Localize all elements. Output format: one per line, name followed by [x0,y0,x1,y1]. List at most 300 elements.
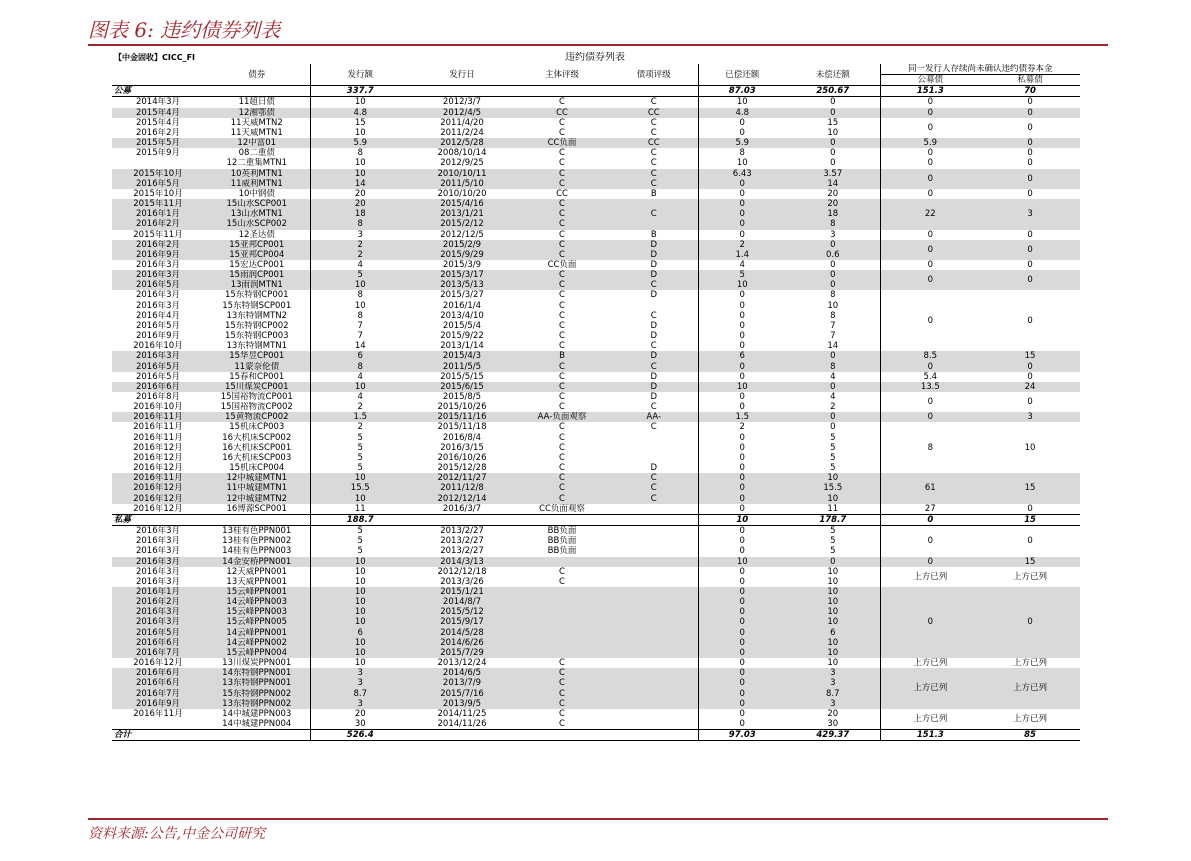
issuer-rating: C [559,422,565,433]
bond-name: 16大机床SCP001 [204,443,310,453]
default-date: 2016年3月 [135,576,181,587]
issue-date: 2015/9/29 [410,250,514,260]
group-private-amount: 0 [980,189,1080,199]
group-public-amount: 0 [880,260,980,270]
defaulted-bonds-table [112,52,1080,741]
group-private-amount: 10 [980,422,1080,473]
bond-rating: C [610,148,698,158]
group-public-amount: 8 [880,422,980,473]
unpaid-amount: 5 [786,536,880,546]
issue-date: 2012/3/7 [442,97,482,108]
repaid-amount: 8 [739,148,745,159]
default-date: 2016年11月 [112,412,204,422]
table-row [112,526,1080,537]
bond-rating: C [610,362,698,372]
default-date: 2016年3月 [112,270,204,280]
issuer-rating: C [514,250,610,260]
unpaid-amount: 6 [786,628,880,638]
issue-date: 2014/6/26 [410,638,514,648]
issuer-rating: C [559,452,565,463]
issue-size: 15.5 [310,483,410,493]
section-private-total: 70 [980,86,1080,97]
issue-date: 2013/12/24 [437,658,487,669]
repaid-amount: 6 [698,351,786,361]
issuer-rating [514,628,610,638]
unpaid-amount: 3.57 [786,169,880,179]
issue-size: 2 [357,422,363,433]
bond-rating [610,536,698,546]
bond-name: 15亚邦CP001 [204,240,310,250]
default-date: 2016年11月 [133,432,183,443]
unpaid-amount: 10 [786,597,880,607]
issue-size: 8 [357,148,363,159]
unpaid-amount: 20 [786,199,880,209]
unpaid-amount: 0 [786,412,880,422]
repaid-amount: 10 [736,158,748,169]
issuer-rating: CC [514,108,610,118]
table-row [112,382,1080,392]
bond-name: 14云峰PPN003 [204,597,310,607]
issue-size: 5 [357,546,363,557]
repaid-amount: 0 [739,658,745,669]
section-unpaid-total: 250.67 [786,86,880,97]
issuer-rating: C [514,668,610,678]
bond-rating [610,607,698,617]
table-row [112,557,1080,567]
issue-size: 10 [310,169,410,179]
bond-rating: C [610,494,698,504]
issue-date: 2015/7/29 [410,648,514,658]
issuer-rating: C [559,290,565,301]
group-public-amount: 0 [880,148,980,158]
group-private-amount: 0 [980,169,1080,189]
grand-public-total: 151.3 [880,730,980,741]
group-public-amount: 0 [880,97,980,108]
issuer-rating: C [514,494,610,504]
repaid-amount: 4.8 [698,108,786,118]
issue-size: 10 [310,494,410,504]
bond-name: 12湘鄂债 [204,108,310,118]
issuer-rating: C [559,371,565,382]
group-public-amount: 0 [880,108,980,118]
bond-name: 11中城建MTN1 [204,483,310,493]
group-public-amount: 5.9 [880,138,980,148]
group-public-amount: 上方已列 [880,567,980,587]
issue-size: 10 [354,658,366,669]
issuer-rating: C [559,331,565,342]
group-public-amount: 13.5 [880,382,980,392]
issuer-rating [514,607,610,617]
table-row [112,230,1080,240]
issuer-rating: CC负面 [547,259,577,270]
section-repaid-total: 10 [698,514,786,525]
group-private-amount: 3 [980,199,1080,229]
issue-size: 4 [357,259,363,270]
source-tag: 【中金固收】CICC_FI [114,52,196,62]
issue-date: 2015/8/5 [442,392,482,402]
unpaid-amount: 0 [786,260,880,270]
issuer-rating: C [559,310,565,321]
unpaid-amount: 10 [786,301,880,311]
issuer-rating: C [559,97,565,108]
repaid-amount: 0 [739,331,745,342]
issue-date: 2010/10/11 [410,169,514,179]
bond-rating: D [610,270,698,280]
default-date: 2016年5月 [112,628,204,638]
bond-rating: C [610,280,698,290]
issuer-rating: C [559,708,565,719]
table-row [112,362,1080,372]
issue-date: 2015/5/4 [442,320,482,331]
default-date: 2016年3月 [112,557,204,567]
default-date: 2016年12月 [133,442,183,453]
bond-rating: C [610,483,698,493]
group-private-amount: 0 [980,148,1080,158]
unpaid-amount: 20 [786,189,880,199]
table-row [112,504,1080,515]
issue-size: 4 [357,392,363,402]
issuer-rating: C [559,658,565,669]
grand-total-label: 合计 [112,730,204,741]
issue-size: 14 [310,179,410,189]
repaid-amount: 0 [739,392,745,402]
issue-size: 10 [310,587,410,597]
bond-rating: C [610,128,698,138]
bond-name: 12天威PPN001 [204,567,310,577]
section-private-total: 15 [980,514,1080,525]
unpaid-amount: 10 [786,638,880,648]
bond-name: 10中钢债 [204,189,310,199]
issuer-rating: C [559,402,565,413]
issue-date: 2015/4/3 [410,351,514,361]
default-date: 2016年7月 [112,648,204,658]
default-date: 2016年5月 [112,362,204,372]
unpaid-amount: 10 [786,577,880,587]
repaid-amount: 0 [698,199,786,209]
section-repaid-total: 87.03 [698,86,786,97]
bond-rating: C [610,422,698,432]
bond-rating [610,577,698,587]
unpaid-amount: 5 [786,443,880,453]
default-date [112,719,204,730]
issuer-rating: C [514,362,610,372]
table-row [112,709,1080,719]
issue-size: 11 [354,503,366,514]
issue-size: 8 [357,310,363,321]
issue-size: 1.5 [310,412,410,422]
bond-name: 15云峰PPN001 [204,587,310,597]
bond-rating: D [610,290,698,300]
unpaid-amount: 10 [786,128,880,138]
issue-date: 2011/12/8 [410,483,514,493]
default-date: 2016年3月 [112,607,204,617]
bond-name: 13东特钢PPN001 [204,678,310,688]
group-private-amount: 24 [980,382,1080,392]
unpaid-amount: 8 [786,290,880,300]
bond-rating [610,658,698,668]
bond-rating: C [610,97,698,108]
issue-date: 2015/5/12 [410,607,514,617]
bond-rating [610,219,698,229]
bond-rating [610,301,698,311]
repaid-amount: 0 [739,432,745,443]
table-row [112,169,1080,179]
unpaid-amount: 10 [786,648,880,658]
issue-date: 2015/6/15 [410,382,514,392]
table-title: 违约债券列表 [565,52,626,63]
bond-rating [610,443,698,453]
group-private-amount: 0 [980,108,1080,118]
issue-date: 2016/8/4 [442,432,482,443]
bond-name: 11天威MTN2 [204,118,310,128]
bond-name: 15宏达CP001 [204,260,310,270]
group-private-amount: 15 [980,351,1080,361]
group-private-amount: 0 [980,97,1080,108]
group-private-amount: 上方已列 [980,709,1080,730]
bond-name: 15机床CP003 [204,422,310,432]
unpaid-amount: 0 [786,382,880,392]
default-date [112,158,204,168]
repaid-amount: 0 [698,678,786,688]
issue-size: 7 [357,331,363,342]
bond-name: 13雨润MTN1 [204,280,310,290]
group-private-amount: 3 [980,412,1080,422]
group-private-amount: 上方已列 [980,668,1080,709]
issue-size: 5 [357,526,363,537]
bond-name: 14东特钢PPN001 [204,668,310,678]
repaid-amount: 0 [739,719,745,729]
repaid-amount: 0 [739,310,745,321]
repaid-amount: 10 [698,557,786,567]
default-date: 2015年4月 [135,117,181,128]
bond-name: 13桂有色PPN001 [204,526,310,537]
bond-name: 13山水MTN1 [204,209,310,219]
repaid-amount: 2 [739,422,745,433]
bond-rating: C [610,158,698,168]
issue-size: 10 [310,473,410,483]
issue-size: 10 [310,557,410,567]
grand-unpaid-total: 429.37 [786,730,880,741]
issue-date: 2012/12/18 [437,566,487,577]
issue-size: 10 [354,566,366,577]
unpaid-amount: 0 [786,280,880,290]
group-private-amount: 上方已列 [980,658,1080,668]
issue-date: 2013/2/27 [440,536,484,547]
unpaid-amount: 5 [786,463,880,473]
unpaid-amount: 30 [786,719,880,730]
table-row [112,290,1080,300]
issuer-rating: AA-负面观察 [514,412,610,422]
default-date: 2016年2月 [112,240,204,250]
header-unpaid: 未偿还额 [786,64,880,86]
table-cell [204,86,310,97]
bond-rating: C [610,341,698,351]
unpaid-amount: 14 [786,341,880,351]
repaid-amount: 10 [698,280,786,290]
group-public-amount: 0 [880,557,980,567]
unpaid-amount: 3 [786,678,880,688]
table-row [112,567,1080,577]
table-row [112,473,1080,483]
table-row [112,118,1080,128]
repaid-amount: 0 [739,229,745,240]
issue-size: 10 [310,597,410,607]
bond-rating [610,638,698,648]
bond-name: 11蒙奈伦债 [204,362,310,372]
issue-size: 5.9 [310,138,410,148]
unpaid-amount: 3 [786,699,880,709]
bond-name: 15山水SCP002 [204,219,310,229]
repaid-amount: 0 [739,402,745,413]
unpaid-amount: 14 [786,179,880,189]
bond-name: 14中城建PPN004 [204,719,310,730]
issue-date: 2013/9/5 [410,699,514,709]
issue-date: 2014/8/7 [410,597,514,607]
bond-name: 12中富01 [204,138,310,148]
defaulted-bonds-table-container [112,52,1080,741]
bond-rating: D [610,392,698,402]
bond-rating [610,453,698,463]
issue-date: 2013/1/21 [410,209,514,219]
bond-name: 16博源SCP001 [204,504,310,515]
repaid-amount: 0 [698,209,786,219]
group-private-amount: 0 [980,158,1080,168]
issue-date: 2011/5/5 [410,362,514,372]
issue-size: 10 [310,648,410,658]
bond-rating: D [610,260,698,270]
repaid-amount: 0 [739,117,745,128]
default-date: 2016年5月 [135,320,181,331]
section-total-row [112,514,1080,525]
table-row [112,587,1080,597]
issue-size: 10 [310,607,410,617]
grand-issue-total: 526.4 [310,730,410,741]
issue-size: 14 [354,341,366,352]
issuer-rating: C [514,219,610,229]
issue-date: 2015/4/16 [410,199,514,209]
header-repaid: 已偿还额 [698,64,786,86]
unpaid-amount: 0 [786,270,880,280]
unpaid-amount: 10 [786,587,880,597]
group-private-amount: 0 [980,372,1080,382]
unpaid-amount: 0.6 [786,250,880,260]
repaid-amount: 0 [698,494,786,504]
bond-rating [610,648,698,658]
bond-rating: C [610,179,698,189]
group-private-amount: 0 [980,587,1080,658]
issue-size: 20 [310,199,410,209]
repaid-amount: 0 [739,546,745,557]
unpaid-amount: 0 [786,108,880,118]
issue-size: 10 [354,576,366,587]
repaid-amount: 0 [739,127,745,138]
grand-total-row [112,730,1080,741]
default-date: 2016年7月 [112,689,204,699]
source-note: 资料来源:公告,中金公司研究 [88,826,266,842]
figure-title: 图表 6: 违约债券列表 [88,18,281,42]
issue-date: 2013/7/9 [410,678,514,688]
issue-size: 10 [310,617,410,627]
group-public-amount: 0 [880,118,980,138]
unpaid-amount: 8 [786,362,880,372]
issue-date: 2016/3/15 [440,442,484,453]
repaid-amount: 0 [698,597,786,607]
bond-rating [610,668,698,678]
issuer-rating: C [514,179,610,189]
table-cell [514,86,610,97]
bond-name: 15国裕物流CP002 [204,402,310,412]
issue-date: 2015/2/12 [410,219,514,229]
bond-name: 15东特钢CP003 [204,331,310,341]
bond-rating [610,587,698,597]
section-label: 私募 [112,514,204,525]
bond-name: 13天威PPN001 [204,577,310,587]
table-cell [204,514,310,525]
issue-date: 2015/3/27 [440,290,484,301]
unpaid-amount: 0 [786,422,880,432]
issuer-rating: C [559,432,565,443]
group-public-amount: 5.4 [880,372,980,382]
issuer-rating: C [514,169,610,179]
repaid-amount: 1.4 [698,250,786,260]
issuer-rating: C [559,442,565,453]
issue-date: 2015/11/16 [410,412,514,422]
bond-rating [610,199,698,209]
issuer-rating: C [559,127,565,138]
issuer-rating [514,557,610,567]
default-date: 2016年12月 [112,494,204,504]
table-row [112,189,1080,199]
issue-date: 2010/10/20 [437,188,487,199]
issuer-rating [514,597,610,607]
group-private-amount: 0 [980,526,1080,557]
repaid-amount: 0 [698,473,786,483]
group-public-amount: 0 [880,158,980,168]
bond-name: 13东特钢MTN2 [204,311,310,321]
bond-name: 11天威MTN1 [204,128,310,138]
issuer-rating: C [559,341,565,352]
issuer-rating: C [559,229,565,240]
group-public-amount: 0 [880,526,980,557]
bond-name: 13桂有色PPN002 [204,536,310,546]
issue-date: 2015/9/22 [440,331,484,342]
issue-size: 4 [357,371,363,382]
repaid-amount: 0 [698,648,786,658]
section-public-total: 151.3 [880,86,980,97]
issuer-rating: C [559,566,565,577]
repaid-amount: 0 [739,320,745,331]
issuer-rating: B [514,351,610,361]
issue-size: 3 [357,229,363,240]
default-date: 2016年12月 [112,483,204,493]
group-public-amount: 0 [880,392,980,412]
repaid-amount: 0 [698,699,786,709]
bond-rating: B [610,230,698,240]
issuer-rating: C [559,158,565,169]
repaid-amount: 5 [698,270,786,280]
bond-rating: CC [610,108,698,118]
unpaid-amount: 10 [786,494,880,504]
issuer-rating: C [514,689,610,699]
group-public-amount: 61 [880,473,980,503]
footer-rule [88,818,1108,820]
issuer-rating: C [559,463,565,474]
default-date: 2016年9月 [112,250,204,260]
table-row [112,108,1080,118]
issue-size: 6 [310,628,410,638]
unpaid-amount: 15.5 [786,483,880,493]
unpaid-amount: 10 [786,617,880,627]
